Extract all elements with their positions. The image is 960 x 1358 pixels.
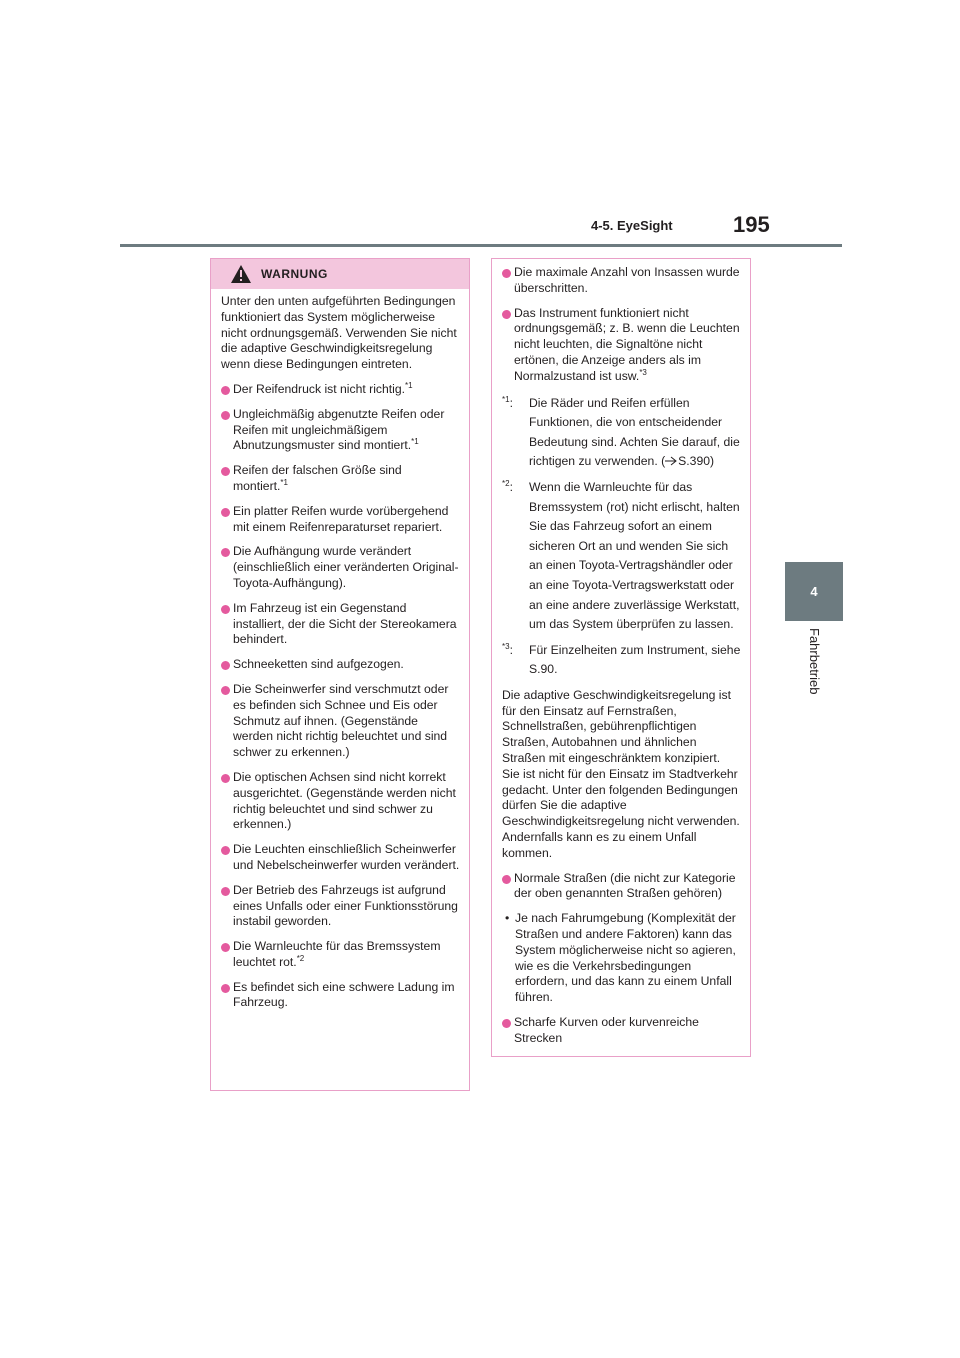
list-item: Scharfe Kurven oder kurvenreiche Strecken	[502, 1015, 741, 1047]
bullet-dot-icon	[221, 411, 230, 420]
list-item: Die optischen Achsen sind nicht korrekt ausgerichtet. (Gegenstände werden nicht richtig beleuchtet und sind schwer zu erkennen.)	[221, 770, 460, 833]
list-item: Im Fahrzeug ist ein Gegenstand installiert, der die Sicht der Stereokamera behindert.	[221, 601, 460, 648]
footnote: $^{*1}$: Die Räder und Reifen erfüllen Funktionen, die von entscheidender Bedeutung sind. Achten Sie darauf, die richtigen zu verwenden. ( S.390)	[502, 394, 740, 469]
bullet-dot-icon	[502, 875, 511, 884]
footnote: $^{*3}$: Für Einzelheiten zum Instrument, siehe S.90.	[502, 641, 741, 677]
list-item: Die maximale Anzahl von Insassen wurde überschritten.	[502, 265, 741, 297]
footnote: $^{*2}$: Wenn die Warnleuchte für das Bremssystem (rot) nicht erlischt, halten Sie das Fahrzeug sofort an einem sicheren Ort an und wenden Sie sich an einen Toyota-Vertragshändler oder an eine Toyota-Vertragswerkstatt oder an eine andere zuverlässige Werkstatt, um das System überprüfen zu lassen.	[502, 478, 740, 632]
page-reference-link[interactable]: S.390	[678, 454, 711, 469]
bullet-dot-icon	[221, 467, 230, 476]
bullet-dot-icon	[221, 984, 230, 993]
bullet-dot-icon	[221, 605, 230, 614]
warning-intro: Unter den unten aufgeführten Bedingungen funktioniert das System möglicherweise nicht ordnungsgemäß. Verwenden Sie nicht die adaptive Geschwindigkeitsregelung wenn diese Bedingungen eintreten.	[221, 294, 457, 372]
bullet-dot-icon	[221, 774, 230, 783]
bullet-dot-icon	[221, 508, 230, 517]
bullet-dot-icon	[221, 661, 230, 670]
warning-title: WARNUNG	[261, 267, 328, 281]
header-rule	[120, 244, 842, 247]
list-item: Das Instrument funktioniert nicht ordnungsgemäß; z. B. wenn die Leuchten nicht leuchten, die Signaltöne nicht ertönen, die Anzeige anders als im Normalzustand ist usw.$^{*3}$	[502, 306, 741, 385]
list-item: Reifen der falschen Größe sind montiert.$^{*1}$	[221, 463, 460, 495]
continued-box	[491, 258, 751, 1057]
bullet-dot-icon	[221, 386, 230, 395]
bullet-dot-icon	[221, 548, 230, 557]
list-item: Der Betrieb des Fahrzeugs ist aufgrund eines Unfalls oder einer Funktionsstörung instabil geworden.	[221, 883, 460, 930]
list-item: Die Leuchten einschließlich Scheinwerfer und Nebelscheinwerfer wurden verändert.	[221, 842, 460, 874]
chapter-tab: 4	[785, 562, 843, 621]
list-item: Es befindet sich eine schwere Ladung im Fahrzeug.	[221, 980, 460, 1012]
bullet-dot-icon	[502, 1019, 511, 1028]
body-paragraph: Die adaptive Geschwindigkeitsregelung ist für den Einsatz auf Fernstraßen, Schnellstraßen, gebührenpflichtigen Straßen, Autobahnen und ähnlichen Straßen mit eingeschränktem konzipiert. Sie ist nicht für den Einsatz im Stadtverkehr gedacht. Unter den folgenden Bedingungen dürfen Sie die adaptive Geschwindigkeitsregelung nicht verwenden. Andernfalls kann es zu einem Unfall kommen.	[502, 687, 740, 860]
bullet-dot-icon	[221, 943, 230, 952]
list-item: Schneeketten sind aufgezogen.	[221, 657, 460, 673]
list-item: Die Warnleuchte für das Bremssystem leuchtet rot.$^{*2}$	[221, 939, 460, 971]
list-item: Ungleichmäßig abgenutzte Reifen oder Reifen mit ungleichmäßigem Abnutzungsmuster sind montiert.$^{*1}$	[221, 407, 460, 454]
sub-list-item: • Je nach Fahrumgebung (Komplexität der Straßen und andere Faktoren) kann das System möglicherweise nicht so agieren, wie es die Verkehrsbedingungen erfordern, und das kann zu einem Unfall führen.	[505, 911, 736, 1005]
page-number: 195	[733, 212, 770, 237]
warning-triangle-icon	[230, 264, 252, 284]
warning-box	[210, 258, 470, 1091]
list-item: Der Reifendruck ist nicht richtig.$^{*1}$	[221, 382, 460, 398]
bullet-dot-icon	[221, 686, 230, 695]
bullet-dot-icon	[221, 887, 230, 896]
bullet-dot-icon	[221, 846, 230, 855]
list-item: Normale Straßen (die nicht zur Kategorie der oben genannten Straßen gehören)	[502, 871, 741, 903]
chapter-label: Fahrbetrieb	[807, 628, 822, 695]
warning-list	[221, 382, 460, 1011]
warning-header	[211, 259, 469, 289]
arrow-right-icon	[665, 456, 677, 466]
list-item: Ein platter Reifen wurde vorübergehend mit einem Reifenreparaturset repariert.	[221, 504, 460, 536]
list-item: Die Aufhängung wurde verändert (einschließlich einer veränderten Original-Toyota-Aufhängung).	[221, 544, 460, 591]
bullet-dot-icon	[502, 310, 511, 319]
list-item: Die Scheinwerfer sind verschmutzt oder es befinden sich Schnee und Eis oder Schmutz auf ihnen. (Gegenstände werden nicht richtig beleuchtet und sind schwer zu erkennen.)	[221, 682, 460, 761]
section-title: 4-5. EyeSight	[591, 218, 673, 233]
bullet-dot-icon	[502, 269, 511, 278]
